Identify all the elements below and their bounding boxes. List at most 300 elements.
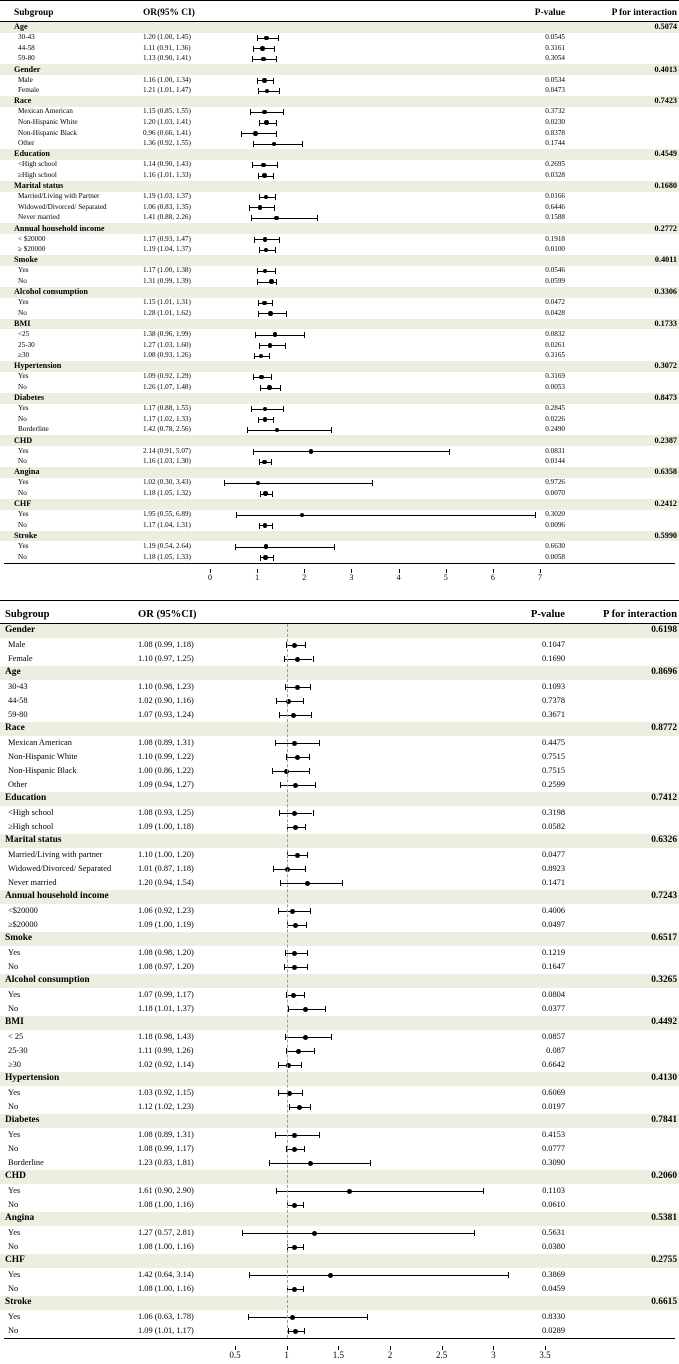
point-estimate-marker — [292, 1147, 297, 1152]
ci-cap-lower — [259, 523, 260, 529]
subgroup-level-label: Male — [18, 75, 33, 84]
odds-ratio-value: 1.16 (1.01, 1.33) — [143, 171, 191, 180]
subgroup-level-label: Yes — [18, 298, 29, 307]
ci-cap-upper — [370, 1160, 371, 1166]
ci-marker — [0, 425, 679, 436]
odds-ratio-value: 1.36 (0.92, 1.55) — [143, 139, 191, 148]
point-estimate-marker — [293, 783, 298, 788]
p-for-interaction-value: 0.4492 — [651, 1017, 677, 1028]
point-estimate-marker — [263, 417, 268, 422]
ci-line — [272, 771, 309, 772]
ci-marker — [0, 1002, 679, 1016]
subgroup-name: Angina — [5, 1213, 35, 1224]
odds-ratio-value: 1.18 (1.01, 1.37) — [138, 1003, 194, 1013]
table-row — [0, 520, 679, 531]
table-row — [0, 1198, 679, 1212]
ci-marker — [0, 245, 679, 256]
ci-cap-lower — [278, 1062, 279, 1068]
ci-marker — [0, 107, 679, 118]
odds-ratio-value: 1.17 (0.93, 1.47) — [143, 234, 191, 243]
p-value: 0.0804 — [541, 989, 565, 999]
p-for-interaction-value: 0.6358 — [654, 467, 677, 477]
point-estimate-marker — [259, 354, 264, 359]
ci-cap-lower — [260, 491, 261, 497]
ci-cap-upper — [306, 922, 307, 928]
x-axis — [0, 1338, 679, 1364]
table-row — [0, 736, 679, 750]
table-row — [0, 1002, 679, 1016]
ci-cap-lower — [258, 88, 259, 94]
ci-cap-lower — [275, 740, 276, 746]
table-row — [0, 862, 679, 876]
subgroup-level-label: 30-43 — [18, 33, 35, 42]
subgroup-name: Gender — [14, 64, 41, 74]
point-estimate-marker — [256, 481, 261, 486]
odds-ratio-value: 1.27 (0.57, 2.81) — [138, 1227, 194, 1237]
point-estimate-marker — [291, 713, 296, 718]
point-estimate-marker — [292, 1133, 297, 1138]
subgroup-name: Alcohol consumption — [14, 287, 88, 297]
ci-cap-lower — [236, 512, 237, 518]
ci-cap-upper — [275, 268, 276, 274]
ci-cap-upper — [275, 247, 276, 253]
subgroup-level-label: <$20000 — [8, 905, 38, 915]
point-estimate-marker — [258, 205, 263, 210]
point-estimate-marker — [300, 513, 305, 518]
subgroup-name: Smoke — [5, 933, 33, 944]
point-estimate-marker — [262, 301, 267, 306]
ci-cap-lower — [289, 1104, 290, 1110]
subgroup-level-label: No — [8, 1283, 19, 1293]
point-estimate-marker — [262, 173, 267, 178]
subgroup-level-label: Yes — [18, 542, 29, 551]
ci-cap-upper — [273, 78, 274, 84]
ci-cap-upper — [286, 311, 287, 317]
point-estimate-marker — [269, 279, 274, 284]
odds-ratio-value: 1.09 (1.01, 1.17) — [138, 1325, 194, 1335]
ci-line — [242, 1233, 473, 1234]
ci-cap-upper — [310, 684, 311, 690]
table-row — [0, 139, 679, 150]
ci-cap-lower — [258, 173, 259, 179]
ci-cap-upper — [273, 555, 274, 561]
axis-tick-label: 2 — [302, 572, 307, 582]
point-estimate-marker — [267, 385, 272, 390]
table-row — [0, 541, 679, 552]
p-for-interaction-value: 0.2772 — [654, 223, 677, 233]
point-estimate-marker — [253, 131, 258, 136]
p-for-interaction-value: 0.6326 — [651, 835, 677, 846]
table-row — [0, 245, 679, 256]
ci-cap-upper — [319, 740, 320, 746]
ci-cap-upper — [508, 1272, 509, 1278]
subgroup-level-label: No — [8, 1325, 19, 1335]
p-value: 0.0497 — [541, 919, 565, 929]
subgroup-level-label: Other — [8, 779, 28, 789]
table-row — [0, 340, 679, 351]
point-estimate-marker — [295, 657, 300, 662]
ci-marker — [0, 488, 679, 499]
axis-tick-label: 3.5 — [539, 1350, 551, 1360]
ci-cap-upper — [283, 406, 284, 412]
subgroup-name: Marital status — [14, 181, 64, 191]
table-row — [0, 918, 679, 932]
table-row — [0, 1156, 679, 1170]
subgroup-level-label: Yes — [8, 1227, 21, 1237]
odds-ratio-value: 1.19 (1.04, 1.37) — [143, 245, 191, 254]
ci-cap-lower — [259, 194, 260, 200]
subgroup-name: Hypertension — [14, 361, 62, 371]
subgroup-name: Age — [14, 22, 28, 32]
point-estimate-marker — [262, 78, 267, 83]
p-for-interaction-value: 0.2412 — [654, 499, 677, 509]
ci-cap-upper — [271, 459, 272, 465]
estimate-header: OR(95% CI) — [143, 7, 195, 18]
ci-cap-lower — [273, 866, 274, 872]
subgroup-level-label: ≥ $20000 — [18, 245, 46, 254]
p-value: 0.2695 — [545, 160, 565, 169]
subgroup-name: Angina — [14, 467, 40, 477]
subgroup-name: Stroke — [14, 530, 38, 540]
subgroup-level-label: Yes — [18, 404, 29, 413]
point-estimate-marker — [263, 237, 268, 242]
p-for-interaction-value: 0.7412 — [651, 793, 677, 804]
odds-ratio-value: 1.10 (0.99, 1.22) — [138, 751, 194, 761]
ci-cap-upper — [319, 1132, 320, 1138]
ci-marker — [0, 351, 679, 362]
table-row — [0, 276, 679, 287]
axis-tick-label: 1 — [255, 572, 260, 582]
table-row — [0, 43, 679, 54]
ci-cap-lower — [257, 268, 258, 274]
subgroup-header-row — [0, 834, 679, 848]
p-value: 0.0230 — [545, 118, 565, 127]
ci-cap-upper — [279, 237, 280, 243]
ci-cap-lower — [250, 109, 251, 115]
subgroup-level-label: No — [18, 383, 27, 392]
p-for-interaction-value: 0.2755 — [651, 1255, 677, 1266]
odds-ratio-value: 1.38 (0.96, 1.99) — [143, 330, 191, 339]
subgroup-level-label: Yes — [8, 1269, 21, 1279]
table-row — [0, 708, 679, 722]
odds-ratio-value: 1.27 (1.03, 1.60) — [143, 340, 191, 349]
point-estimate-marker — [295, 685, 300, 690]
p-for-interaction-value: 0.8696 — [651, 667, 677, 678]
p-value: 0.0777 — [541, 1143, 565, 1153]
subgroup-level-label: Yes — [8, 989, 21, 999]
point-estimate-marker — [261, 163, 266, 168]
p-value: 0.0058 — [545, 552, 565, 561]
ci-marker — [0, 329, 679, 340]
point-estimate-marker — [263, 269, 268, 274]
table-row — [0, 1086, 679, 1100]
table-row — [0, 478, 679, 489]
ci-cap-lower — [249, 1272, 250, 1278]
table-row — [0, 552, 679, 563]
ci-marker — [0, 202, 679, 213]
ci-marker — [0, 694, 679, 708]
subgroup-header-row — [0, 319, 679, 330]
point-estimate-marker — [273, 332, 278, 337]
p-value: 0.7515 — [541, 751, 565, 761]
odds-ratio-value: 1.02 (0.92, 1.14) — [138, 1059, 194, 1069]
ci-marker — [0, 520, 679, 531]
ci-cap-upper — [304, 332, 305, 338]
ci-cap-upper — [304, 1146, 305, 1152]
subgroup-header-row — [0, 64, 679, 75]
p-value: 0.2490 — [545, 425, 565, 434]
axis-tick-label: 4 — [396, 572, 401, 582]
odds-ratio-value: 1.08 (0.99, 1.17) — [138, 1143, 194, 1153]
p-value: 0.0610 — [541, 1199, 565, 1209]
ci-cap-lower — [241, 131, 242, 137]
ci-marker — [0, 160, 679, 171]
odds-ratio-value: 1.01 (0.87, 1.18) — [138, 863, 194, 873]
ci-cap-upper — [302, 141, 303, 147]
ci-marker — [0, 1184, 679, 1198]
subgroup-level-label: Yes — [8, 1185, 21, 1195]
odds-ratio-value: 1.08 (0.89, 1.31) — [138, 1129, 194, 1139]
subgroup-level-label: Female — [18, 86, 40, 95]
table-row — [0, 170, 679, 181]
odds-ratio-value: 1.15 (0.85, 1.55) — [143, 107, 191, 116]
point-estimate-marker — [292, 951, 297, 956]
ci-marker — [0, 43, 679, 54]
subgroup-name: CHF — [14, 499, 32, 509]
subgroup-level-label: Yes — [18, 266, 29, 275]
ci-cap-lower — [252, 162, 253, 168]
point-estimate-marker — [305, 881, 310, 886]
point-estimate-marker — [263, 555, 268, 560]
table-row — [0, 202, 679, 213]
ci-line — [236, 515, 535, 516]
subgroup-level-label: 59-80 — [8, 709, 28, 719]
subgroup-level-label: Yes — [8, 1129, 21, 1139]
point-estimate-marker — [295, 755, 300, 760]
ci-cap-lower — [254, 237, 255, 243]
ci-marker — [0, 1240, 679, 1254]
axis-tick-label: 1 — [284, 1350, 289, 1360]
odds-ratio-value: 1.23 (0.83, 1.81) — [138, 1157, 194, 1167]
subgroup-level-label: Yes — [8, 947, 21, 957]
ci-marker — [0, 820, 679, 834]
subgroup-name: Alcohol consumption — [5, 975, 90, 986]
ci-cap-lower — [259, 247, 260, 253]
subgroup-level-label: 44-58 — [8, 695, 28, 705]
ci-marker — [0, 708, 679, 722]
table-row — [0, 351, 679, 362]
table-row — [0, 404, 679, 415]
ci-marker — [0, 1030, 679, 1044]
table-row — [0, 1310, 679, 1324]
subgroup-level-label: <25 — [18, 330, 30, 339]
ci-cap-upper — [310, 908, 311, 914]
odds-ratio-value: 1.08 (0.98, 1.20) — [138, 947, 194, 957]
ci-line — [247, 430, 331, 431]
ci-line — [255, 335, 304, 336]
ci-marker — [0, 340, 679, 351]
subgroup-level-label: No — [8, 961, 19, 971]
subgroup-level-label: 44-58 — [18, 43, 35, 52]
p-for-interaction-value: 0.6517 — [651, 933, 677, 944]
subgroup-level-label: Non-Hispanic White — [8, 751, 78, 761]
ci-cap-upper — [313, 810, 314, 816]
odds-ratio-value: 1.20 (1.00, 1.45) — [143, 33, 191, 42]
point-estimate-marker — [275, 428, 280, 433]
ci-cap-lower — [285, 684, 286, 690]
subgroup-header-row — [0, 1170, 679, 1184]
odds-ratio-value: 1.09 (1.00, 1.18) — [138, 821, 194, 831]
ci-cap-upper — [311, 712, 312, 718]
ci-cap-upper — [342, 880, 343, 886]
table-row — [0, 107, 679, 118]
table-row — [0, 806, 679, 820]
subgroup-level-label: Other — [18, 139, 35, 148]
odds-ratio-value: 1.08 (1.00, 1.16) — [138, 1241, 194, 1251]
subgroup-level-label: 25-30 — [8, 1045, 28, 1055]
axis-tick-label: 1.5 — [332, 1350, 344, 1360]
table-header — [0, 0, 679, 22]
ci-cap-lower — [276, 698, 277, 704]
ci-cap-upper — [303, 1286, 304, 1292]
p-value: 0.4006 — [541, 905, 565, 915]
axis-baseline — [4, 1338, 675, 1339]
ci-cap-upper — [314, 1048, 315, 1054]
p-for-interaction-value: 0.1733 — [654, 318, 677, 328]
table-row — [0, 117, 679, 128]
ci-cap-lower — [258, 417, 259, 423]
table-row — [0, 638, 679, 652]
odds-ratio-value: 1.11 (0.91, 1.36) — [143, 43, 191, 52]
axis-tick-label: 0 — [208, 572, 212, 582]
subgroup-level-label: Non-Hispanic Black — [8, 765, 77, 775]
p-value: 0.0166 — [545, 192, 565, 201]
point-estimate-marker — [259, 375, 264, 380]
ci-cap-lower — [257, 279, 258, 285]
table-row — [0, 213, 679, 224]
pinteraction-header: P for interaction — [611, 7, 677, 18]
point-estimate-marker — [263, 523, 268, 528]
ci-cap-upper — [307, 852, 308, 858]
ci-marker — [0, 848, 679, 862]
point-estimate-marker — [263, 491, 268, 496]
axis-tick-label: 2.5 — [436, 1350, 448, 1360]
odds-ratio-value: 1.16 (1.00, 1.34) — [143, 75, 191, 84]
table-row — [0, 382, 679, 393]
ci-line — [241, 133, 276, 134]
odds-ratio-value: 1.06 (0.83, 1.35) — [143, 202, 191, 211]
subgroup-level-label: 25-30 — [18, 340, 35, 349]
ci-cap-upper — [273, 173, 274, 179]
p-value: 0.0473 — [545, 86, 565, 95]
ci-cap-lower — [278, 1090, 279, 1096]
p-value: 0.0857 — [541, 1031, 565, 1041]
subgroup-header-row — [0, 393, 679, 404]
ci-cap-upper — [269, 353, 270, 359]
ci-cap-lower — [279, 810, 280, 816]
subgroup-level-label: Non-Hispanic White — [18, 118, 78, 127]
subgroup-level-label: Never married — [8, 877, 57, 887]
table-row — [0, 652, 679, 666]
p-for-interaction-value: 0.7841 — [651, 1115, 677, 1126]
p-for-interaction-value: 0.3265 — [651, 975, 677, 986]
ci-marker — [0, 75, 679, 86]
ci-marker — [0, 170, 679, 181]
subgroup-header-row — [0, 255, 679, 266]
table-row — [0, 988, 679, 1002]
odds-ratio-value: 1.08 (1.00, 1.16) — [138, 1283, 194, 1293]
odds-ratio-value: 1.20 (1.03, 1.41) — [143, 118, 191, 127]
odds-ratio-value: 1.17 (0.88, 1.55) — [143, 404, 191, 413]
p-value: 0.9726 — [545, 478, 565, 487]
table-row — [0, 160, 679, 171]
ci-cap-upper — [273, 417, 274, 423]
table-row — [0, 414, 679, 425]
ci-cap-upper — [283, 109, 284, 115]
axis-tick-label: 2 — [387, 1350, 393, 1360]
ci-cap-lower — [285, 950, 286, 956]
ci-cap-upper — [276, 120, 277, 126]
ci-cap-lower — [258, 300, 259, 306]
p-value: 0.0226 — [545, 414, 565, 423]
ci-marker — [0, 1268, 679, 1282]
point-estimate-marker — [297, 1105, 302, 1110]
ci-cap-lower — [242, 1230, 243, 1236]
table-row — [0, 1100, 679, 1114]
p-value: 0.0428 — [545, 308, 565, 317]
odds-ratio-value: 1.11 (0.99, 1.26) — [138, 1045, 194, 1055]
point-estimate-marker — [262, 460, 267, 465]
odds-ratio-value: 1.02 (0.90, 1.16) — [138, 695, 194, 705]
table-row — [0, 876, 679, 890]
p-for-interaction-value: 0.3072 — [654, 361, 677, 371]
ci-line — [280, 883, 342, 884]
ci-cap-upper — [304, 992, 305, 998]
point-estimate-marker — [303, 1035, 308, 1040]
point-estimate-marker — [264, 36, 269, 41]
odds-ratio-value: 1.08 (0.99, 1.18) — [138, 639, 194, 649]
p-for-interaction-value: 0.3306 — [654, 287, 677, 297]
p-value: 0.1588 — [545, 213, 565, 222]
subgroup-level-label: No — [18, 520, 27, 529]
ci-marker — [0, 139, 679, 150]
ci-cap-lower — [252, 56, 253, 62]
table-body — [0, 624, 679, 1338]
subgroup-level-label: No — [8, 1143, 19, 1153]
ci-marker — [0, 1310, 679, 1324]
p-for-interaction-value: 0.8473 — [654, 393, 677, 403]
table-header — [0, 600, 679, 624]
point-estimate-marker — [268, 311, 273, 316]
subgroup-level-label: Widowed/Divorced/ Separated — [18, 202, 107, 211]
table-row — [0, 54, 679, 65]
ci-marker — [0, 1226, 679, 1240]
table-row — [0, 680, 679, 694]
ci-cap-upper — [272, 300, 273, 306]
table-row — [0, 1282, 679, 1296]
ci-marker — [0, 213, 679, 224]
odds-ratio-value: 0.96 (0.66, 1.41) — [143, 128, 191, 137]
subgroup-header-row — [0, 467, 679, 478]
table-row — [0, 694, 679, 708]
subgroup-name: Diabetes — [14, 393, 45, 403]
point-estimate-marker — [292, 965, 297, 970]
odds-ratio-value: 1.21 (1.01, 1.47) — [143, 86, 191, 95]
ci-marker — [0, 946, 679, 960]
subgroup-level-label: No — [18, 457, 27, 466]
subgroup-level-label: Male — [8, 639, 26, 649]
p-value: 0.0472 — [545, 298, 565, 307]
